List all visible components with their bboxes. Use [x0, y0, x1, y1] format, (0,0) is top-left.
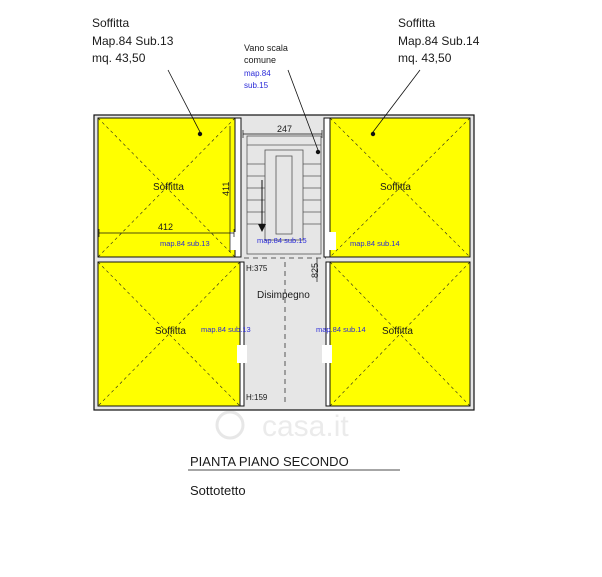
leader-dot-stair — [316, 150, 320, 154]
door-gap-top-left — [230, 232, 240, 250]
watermark — [217, 410, 349, 443]
room-label-top-left: Soffitta — [153, 182, 184, 193]
watermark-text: casa.it — [262, 410, 349, 443]
dim-room-width: 412 — [158, 222, 174, 232]
map-ref-right-upper: map.84 sub.14 — [350, 239, 400, 248]
dim-height-top: H:375 — [246, 264, 268, 273]
corridor-wall-left — [240, 262, 244, 406]
label-left-line3: mq. 43,50 — [92, 51, 146, 65]
label-stair-line4: sub.15 — [244, 81, 269, 90]
dim-stair-width: 247 — [277, 124, 293, 134]
door-gap-right — [322, 345, 332, 363]
door-gap-top-right — [326, 232, 336, 250]
map-ref-right-lower: map.84 sub.14 — [316, 325, 366, 334]
corridor-wall-right — [326, 262, 330, 406]
label-right-line2: Map.84 Sub.14 — [398, 34, 480, 48]
label-stair-line1: Vano scala — [244, 43, 288, 53]
label-stair-line3: map.84 — [244, 69, 271, 78]
dim-height-bottom: H:159 — [246, 393, 268, 402]
room-label-bottom-left: Soffitta — [155, 326, 186, 337]
dim-room-height: 411 — [221, 181, 231, 196]
leader-dot-left — [198, 132, 202, 136]
room-label-bottom-right: Soffitta — [382, 326, 413, 337]
dim-corridor-length: 825 — [310, 262, 320, 278]
room-label-top-right: Soffitta — [380, 182, 411, 193]
room-label-corridor: Disimpegno — [257, 290, 310, 301]
plan-subtitle: Sottotetto — [190, 483, 246, 498]
map-ref-center: map.84 sub.15 — [257, 236, 307, 245]
map-ref-left-lower: map.84 sub.13 — [201, 325, 251, 334]
leader-dot-right — [371, 132, 375, 136]
label-left-line1: Soffitta — [92, 16, 130, 30]
map-ref-left-upper: map.84 sub.13 — [160, 239, 210, 248]
label-stair-line2: comune — [244, 55, 277, 65]
label-left-line2: Map.84 Sub.13 — [92, 34, 174, 48]
label-right-line3: mq. 43,50 — [398, 51, 452, 65]
label-right-line1: Soffitta — [398, 16, 436, 30]
door-gap-left — [237, 345, 247, 363]
plan-title: PIANTA PIANO SECONDO — [190, 454, 349, 469]
